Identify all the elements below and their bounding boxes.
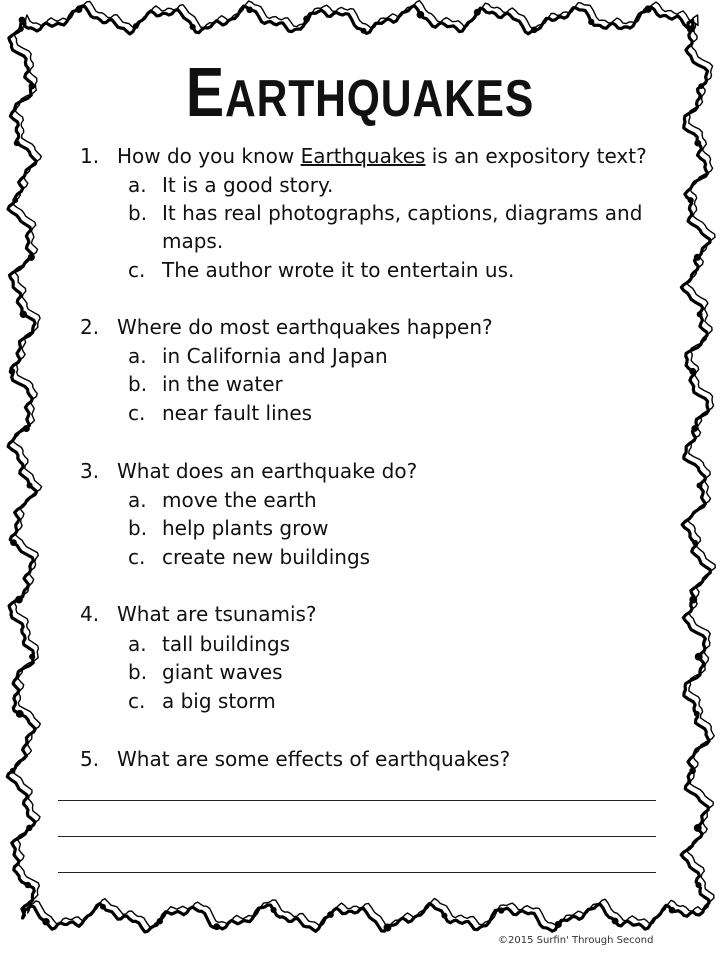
option-letter: c. bbox=[128, 545, 146, 569]
option-letter: b. bbox=[128, 516, 148, 540]
border-dot bbox=[14, 140, 20, 146]
option-text: a big storm bbox=[162, 689, 276, 713]
q1-option-b bbox=[128, 199, 642, 255]
border-dot bbox=[27, 482, 33, 488]
option-text-continued: maps. bbox=[162, 229, 224, 253]
border-dot bbox=[190, 24, 196, 30]
border-dot bbox=[361, 28, 367, 34]
border-dot bbox=[23, 425, 30, 432]
option-letter: a. bbox=[128, 632, 147, 656]
border-dot bbox=[694, 711, 700, 717]
border-dot bbox=[29, 654, 35, 660]
border-dot bbox=[9, 368, 16, 375]
border-dot bbox=[441, 913, 447, 919]
border-dot bbox=[10, 539, 17, 546]
copyright-text: ©2015 Surfin' Through Second bbox=[498, 935, 654, 946]
border-dot bbox=[531, 27, 538, 34]
option-text: create new buildings bbox=[162, 545, 371, 569]
q4-option-c bbox=[128, 687, 276, 715]
question-text: What are some effects of earthquakes? bbox=[117, 747, 511, 771]
q4-option-b bbox=[128, 658, 283, 686]
border-dot bbox=[695, 653, 703, 661]
border-dot bbox=[692, 540, 698, 546]
border-dot bbox=[28, 254, 35, 261]
border-dot bbox=[12, 197, 18, 203]
border-dot bbox=[687, 25, 694, 32]
question-number: 2. bbox=[80, 315, 100, 339]
border-dot bbox=[697, 311, 703, 317]
option-letter: b. bbox=[128, 372, 148, 396]
border-dot bbox=[612, 918, 619, 925]
option-letter: c. bbox=[128, 689, 146, 713]
answer-line-2[interactable] bbox=[58, 836, 656, 837]
option-text: The author wrote it to entertain us. bbox=[162, 258, 515, 282]
title-first-letter: E bbox=[185, 53, 226, 131]
question-text: What does an earthquake do? bbox=[117, 459, 418, 483]
question-3 bbox=[80, 457, 417, 485]
option-letter: c. bbox=[128, 258, 146, 282]
border-dot bbox=[695, 882, 701, 888]
border-dot bbox=[29, 83, 36, 90]
border-dot bbox=[157, 918, 163, 924]
option-text: giant waves bbox=[162, 660, 283, 684]
border-dot bbox=[19, 17, 26, 24]
option-text: in California and Japan bbox=[162, 344, 388, 368]
border-dot bbox=[498, 907, 504, 913]
border-dot bbox=[271, 907, 277, 913]
border-dot bbox=[474, 9, 481, 16]
question-2 bbox=[80, 313, 493, 341]
question-text-after: is an expository text? bbox=[425, 144, 647, 168]
border-dot bbox=[133, 23, 139, 29]
option-letter: a. bbox=[128, 488, 147, 512]
q4-option-a bbox=[128, 630, 290, 658]
border-dot bbox=[694, 140, 701, 147]
border-dot bbox=[10, 768, 16, 774]
border-dot bbox=[417, 11, 425, 19]
q2-option-c bbox=[128, 399, 312, 427]
q2-option-a bbox=[128, 342, 388, 370]
border-dot bbox=[213, 923, 220, 930]
border-dot bbox=[555, 921, 562, 928]
option-letter: a. bbox=[128, 344, 147, 368]
question-5 bbox=[80, 745, 510, 773]
border-dot bbox=[698, 83, 704, 89]
border-dot bbox=[588, 19, 594, 25]
border-dot bbox=[327, 911, 334, 918]
question-4 bbox=[80, 600, 317, 628]
option-text: It is a good story. bbox=[162, 173, 334, 197]
answer-line-1[interactable] bbox=[58, 800, 656, 801]
border-dot bbox=[688, 197, 694, 203]
option-text: in the water bbox=[162, 372, 283, 396]
border-dot bbox=[689, 368, 696, 375]
option-text: It has real photographs, captions, diagrams and bbox=[162, 201, 643, 225]
option-letter: b. bbox=[128, 201, 148, 225]
border-dot bbox=[26, 825, 32, 831]
answer-line-3[interactable] bbox=[58, 872, 656, 873]
border-dot bbox=[16, 710, 24, 718]
border-dot bbox=[644, 5, 651, 12]
border-dot bbox=[694, 824, 702, 832]
border-dot bbox=[42, 918, 49, 925]
question-number: 1. bbox=[80, 144, 100, 168]
border-dot bbox=[669, 907, 676, 914]
border-dot bbox=[689, 596, 697, 604]
option-letter: c. bbox=[128, 401, 146, 425]
border-dot bbox=[384, 924, 392, 932]
border-dot bbox=[303, 15, 310, 22]
border-dot bbox=[25, 882, 31, 888]
question-number: 3. bbox=[80, 459, 100, 483]
q3-option-a bbox=[128, 486, 317, 514]
question-text: Where do most earthquakes happen? bbox=[117, 315, 493, 339]
border-dot bbox=[246, 6, 253, 13]
border-dot bbox=[691, 425, 698, 432]
q2-option-b bbox=[128, 370, 283, 398]
question-number: 5. bbox=[80, 747, 100, 771]
book-title-underlined: Earthquakes bbox=[300, 144, 426, 168]
page-title bbox=[65, 52, 655, 132]
question-text-before: How do you know bbox=[117, 144, 301, 168]
border-dot bbox=[75, 6, 82, 13]
q3-option-c bbox=[128, 543, 370, 571]
border-dot bbox=[694, 254, 701, 261]
option-letter: a. bbox=[128, 173, 147, 197]
border-dot bbox=[689, 767, 696, 774]
question-text: What are tsunamis? bbox=[117, 602, 317, 626]
border-dot bbox=[18, 26, 24, 32]
option-text: move the earth bbox=[162, 488, 317, 512]
q3-option-b bbox=[128, 514, 328, 542]
option-letter: b. bbox=[128, 660, 148, 684]
question-number: 4. bbox=[80, 602, 100, 626]
border-dot bbox=[20, 311, 27, 318]
border-dot bbox=[696, 482, 702, 488]
border-dot bbox=[100, 904, 106, 910]
q1-option-c bbox=[128, 256, 514, 284]
border-dot bbox=[15, 596, 23, 604]
title-rest: ARTHQUAKES bbox=[225, 70, 535, 128]
option-text: help plants grow bbox=[162, 516, 329, 540]
option-text: near fault lines bbox=[162, 401, 313, 425]
q1-option-a bbox=[128, 171, 333, 199]
question-1 bbox=[80, 142, 647, 170]
option-text: tall buildings bbox=[162, 632, 291, 656]
